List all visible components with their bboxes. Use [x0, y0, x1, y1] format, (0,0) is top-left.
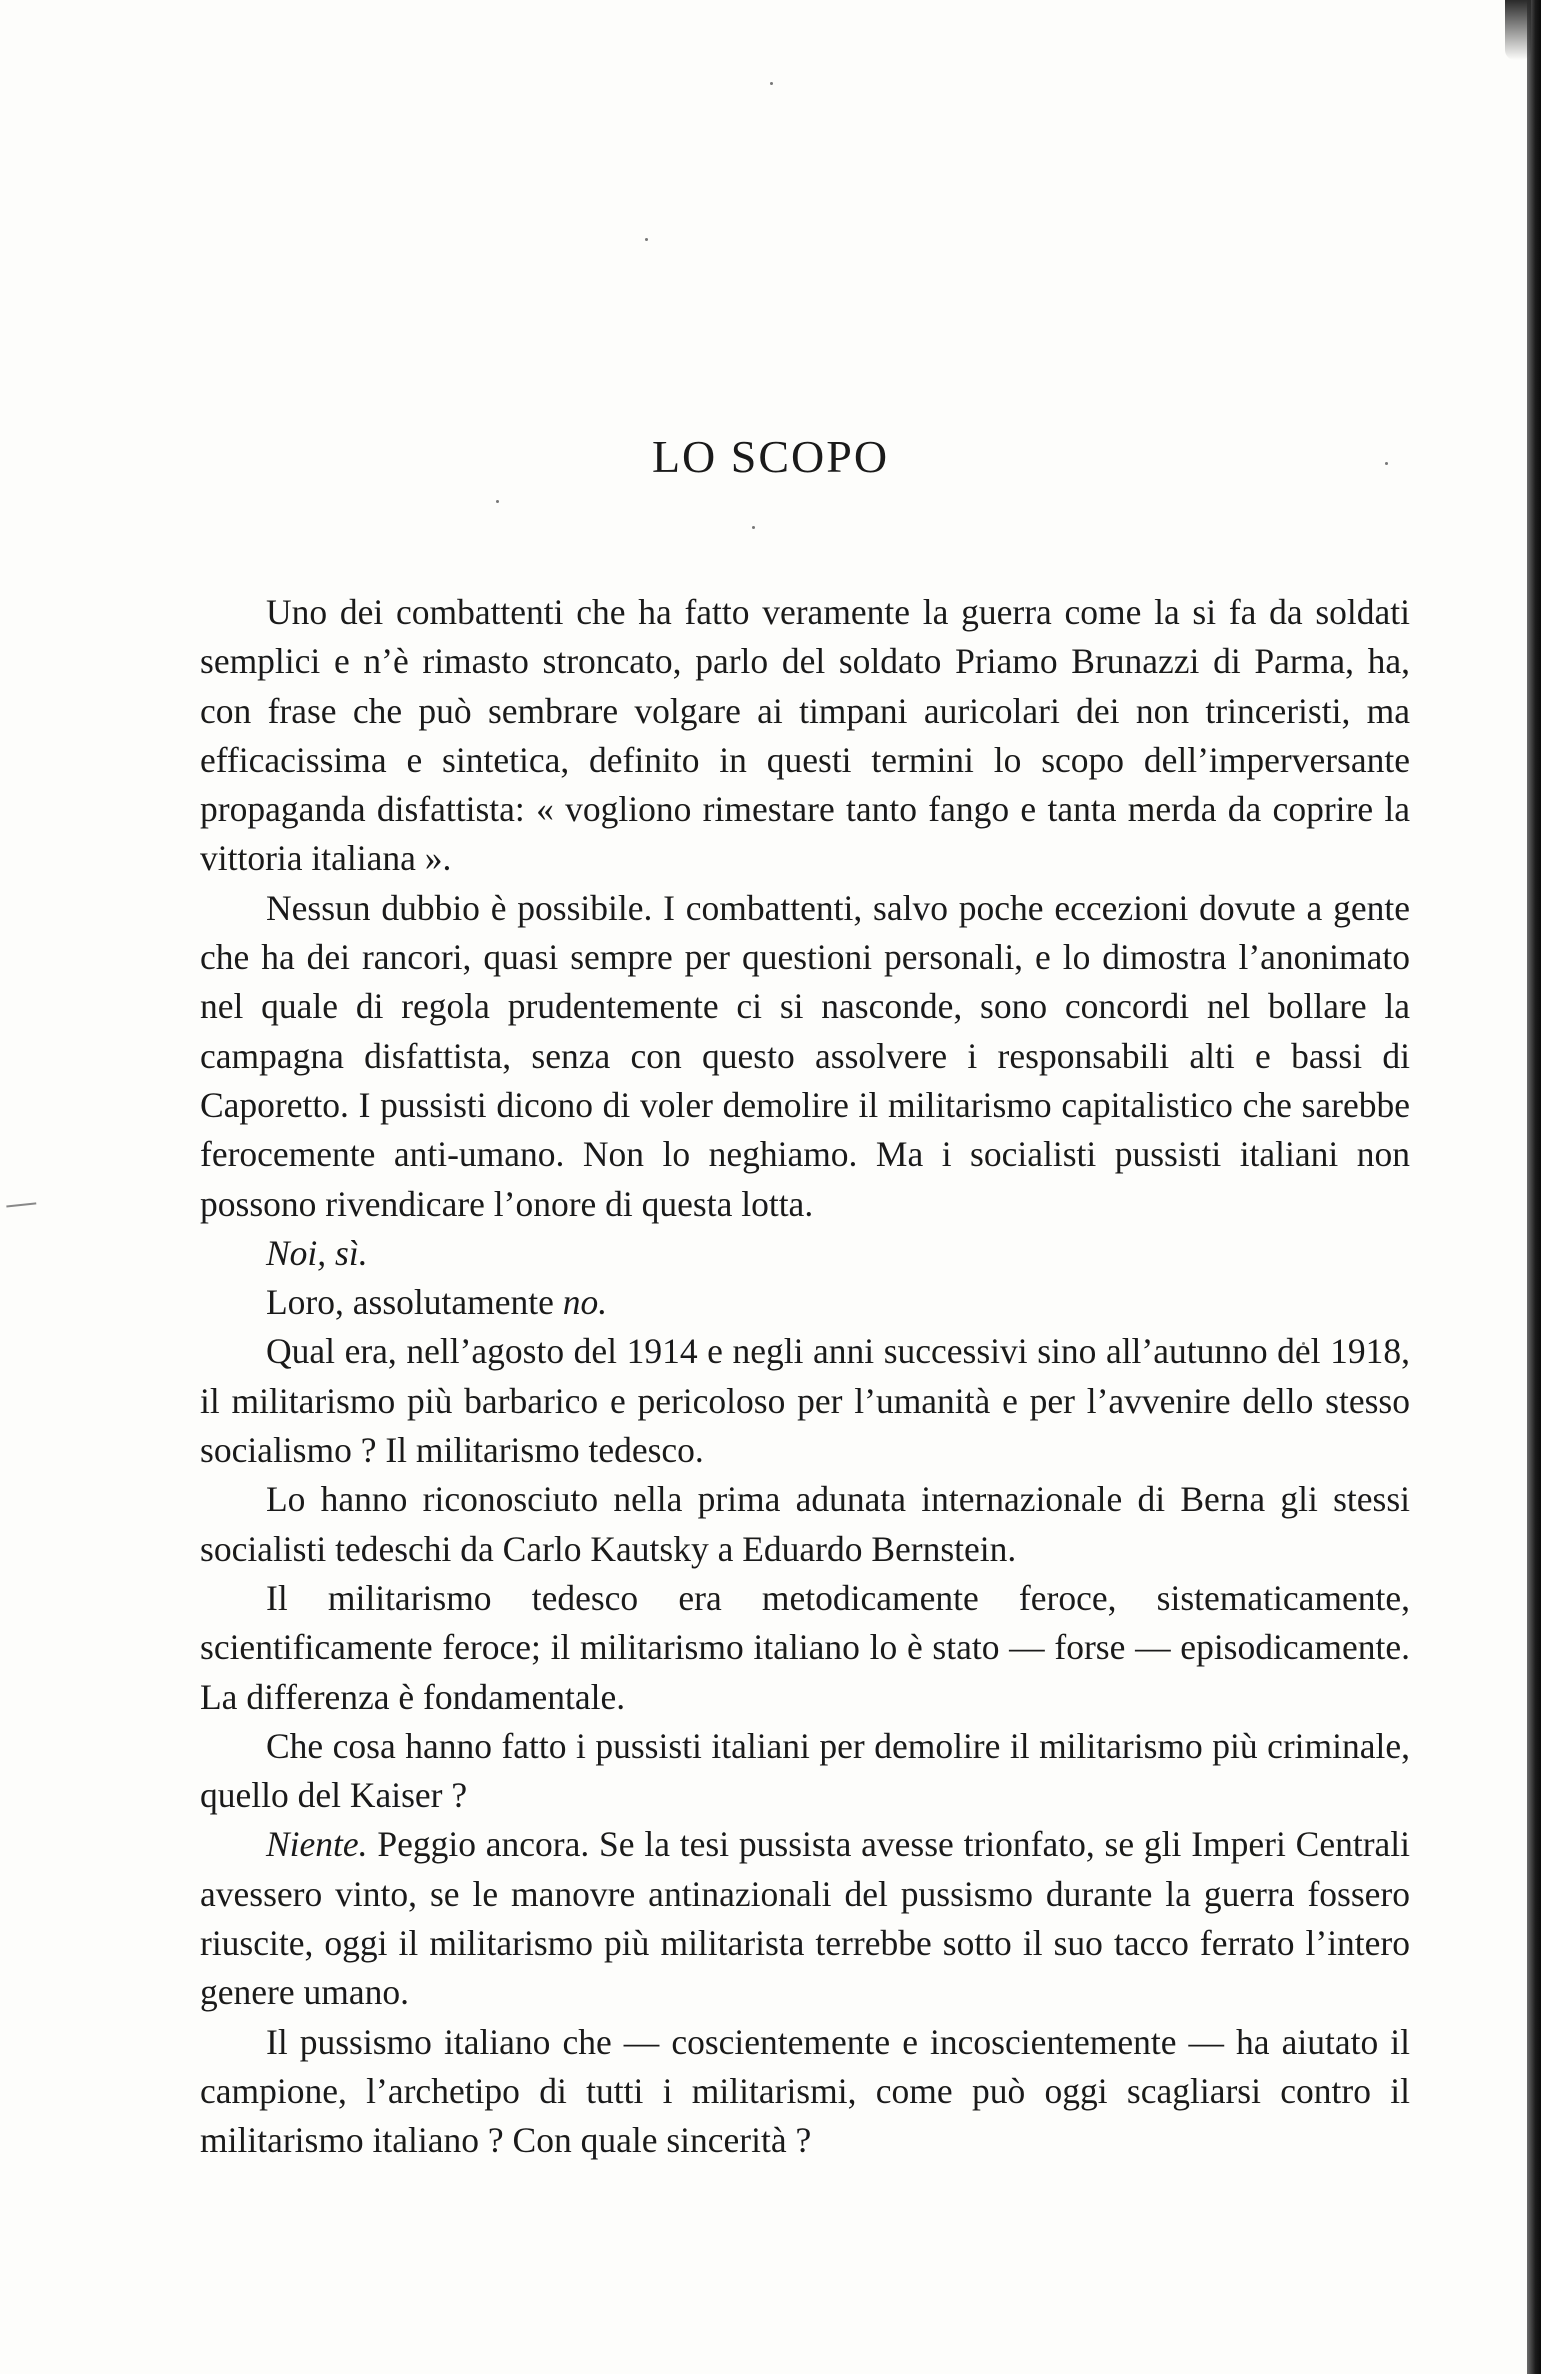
paragraph-text: Il pussismo italiano che — coscientemente e incoscientemente — ha aiutato il campione, l’archetipo di tutti i militarismi, come può oggi scagliarsi contro il militarismo italiano ? Con quale sincerità ?: [200, 2021, 1410, 2161]
paragraph: [200, 2018, 1410, 2166]
italic-text: no.: [562, 1282, 608, 1323]
italic-text: Noi, sì.: [266, 1232, 368, 1273]
paragraph: [200, 588, 1410, 884]
paragraph-text: Lo hanno riconosciuto nella prima adunata internazionale di Berna gli stessi socialisti tedeschi da Carlo Kautsky a Eduardo Bernstein.: [200, 1479, 1410, 1569]
paragraph: [200, 1278, 1410, 1327]
page-corner-shadow: [1505, 0, 1531, 60]
paragraph-text: Il militarismo tedesco era metodicamente feroce, sistematicamente, scientificamente feroce; il militarismo italiano lo è stato — forse — episodicamente. La differenza è fondamentale.: [200, 1577, 1410, 1717]
margin-pencil-mark: [6, 1196, 37, 1207]
paragraph-text: Peggio ancora. Se la tesi pussista avesse trionfato, se gli Imperi Centrali avessero vinto, se le manovre antinazionali del pussismo durante la guerra fossero riuscite, oggi il militarismo più militarista terrebbe sotto il suo tacco ferrato l’intero genere umano.: [200, 1824, 1410, 2013]
paragraph-text: Che cosa hanno fatto i pussisti italiani per demolire il militarismo più criminale, quello del Kaiser ?: [200, 1725, 1410, 1816]
paragraph: [200, 1574, 1410, 1722]
paragraph: [200, 1475, 1410, 1574]
italic-text: Niente.: [266, 1824, 368, 1865]
paper-speck: [770, 82, 773, 85]
chapter-body: [200, 588, 1410, 2166]
paragraph-text: Nessun dubbio è possibile. I combattenti, salvo poche eccezioni dovute a gente che ha dei rancori, quasi sempre per questioni personali, e lo dimostra l’anonimato nel quale di regola prudentemente ci si nasconde, sono concordi nel bollare la campagna disfattista, senza con questo assolvere i responsabili alti e bassi di Caporetto. I pussisti dicono di voler demolire il militarismo capitalistico che sarebbe ferocemente anti-umano. Non lo neghiamo. Ma i socialisti pussisti italiani non possono rivendicare l’onore di questa lotta.: [200, 887, 1410, 1224]
paragraph: [200, 1327, 1410, 1475]
paragraph-text: Loro, assolutamente: [266, 1282, 563, 1323]
book-spine-shadow: [1527, 0, 1541, 2374]
paper-speck: [496, 500, 499, 503]
chapter-title: LO SCOPO: [651, 431, 890, 482]
paragraph: [200, 884, 1410, 1229]
paper-speck: [645, 238, 648, 241]
paragraph: [200, 1229, 1410, 1278]
paragraph: [200, 1820, 1410, 2017]
paragraph-text: Uno dei combattenti che ha fatto veramente la guerra come la si fa da soldati semplici e n’è rimasto stroncato, parlo del soldato Priamo Brunazzi di Parma, ha, con frase che può sembrare volgare ai timpani auricolari dei non trinceristi, ma efficacissima e sintetica, definito in questi termini lo scopo dell’imperversante propaganda disfattista: « vogliono rimestare tanto fango e tanta merda da coprire la vittoria italiana ».: [200, 592, 1410, 879]
paragraph-text: Qual era, nell’agosto del 1914 e negli anni successivi sino all’autunno del 1918, il militarismo più barbarico e pericoloso per l’umanità e per l’avvenire dello stesso socialismo ? Il militarismo tedesco.: [200, 1331, 1410, 1471]
paragraph: [200, 1722, 1410, 1821]
paper-speck: [752, 526, 755, 529]
